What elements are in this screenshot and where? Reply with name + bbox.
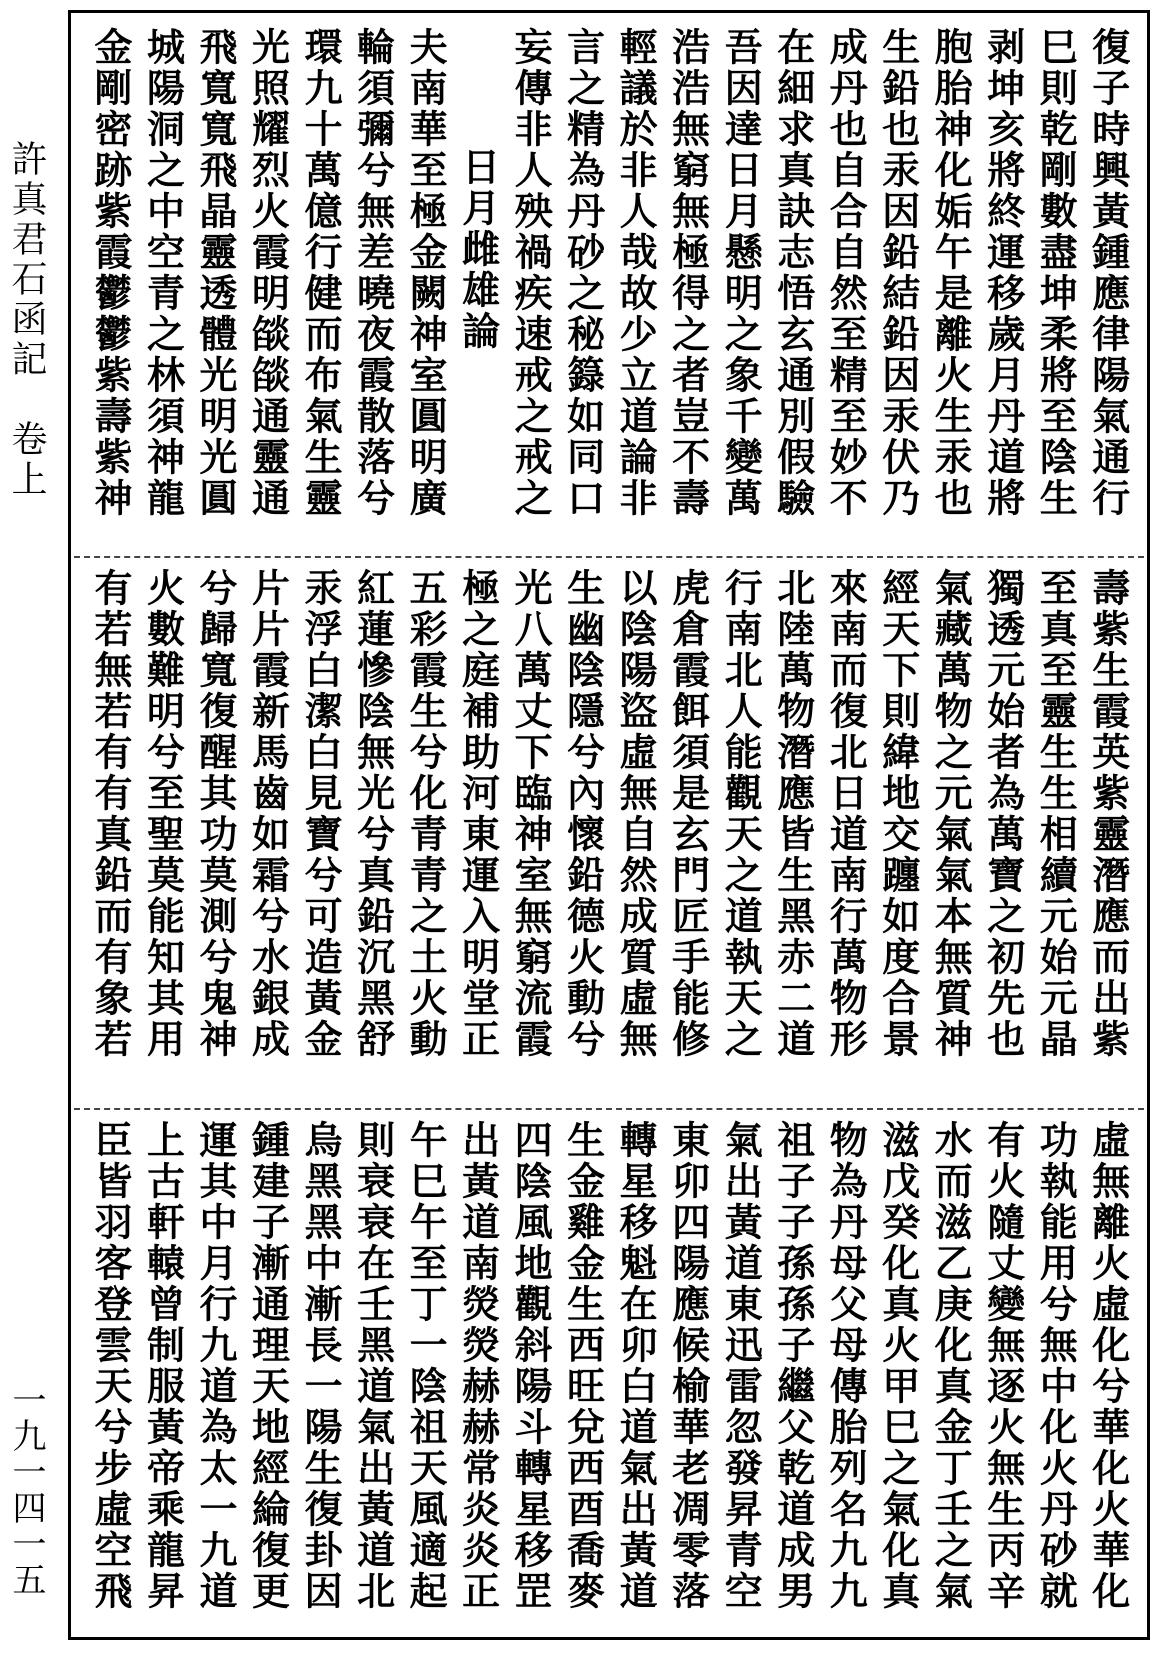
- register-divider: [74, 556, 1144, 558]
- text-column: 行南北人能觀天之道執天之: [718, 568, 764, 1060]
- text-column: 出黃道南熒熒赫赫常炎炎正: [455, 1120, 501, 1612]
- text-column: 紅蓮慘陰無光兮真鉛沉黑舒: [350, 568, 396, 1060]
- text-column: 滋戊癸化真火甲巳之氣化真: [875, 1120, 921, 1612]
- text-column: 轉星移魁在卯白道氣出黃道: [613, 1120, 659, 1612]
- text-column: 氣藏萬物之元氣氣本無質神: [928, 568, 974, 1060]
- text-column: 東卯四陽應候榆華老凋零落: [665, 1120, 711, 1612]
- text-column: 妄傳非人殃禍疾速戒之戒之: [508, 27, 554, 519]
- text-column: 汞浮白潔白見寶兮可造黃金: [298, 568, 344, 1060]
- text-column: 鍾建子漸通理天地經綸復更: [245, 1120, 291, 1612]
- text-column: 則衰衰在壬黑道氣出黃道北: [350, 1120, 396, 1612]
- text-column: 光八萬丈下臨神室無窮流霞: [508, 568, 554, 1060]
- register-divider: [74, 1108, 1144, 1110]
- text-column: 成丹也自合自然至精至妙不: [823, 27, 869, 519]
- text-column: 有火隨丈變無逐火無生丙辛: [980, 1120, 1026, 1612]
- text-column: 臣皆羽客登雲天兮步虛空飛: [88, 1120, 133, 1612]
- text-register-top: [74, 27, 1144, 547]
- text-column: 獨透元始者為萬寶之初先也: [980, 568, 1026, 1060]
- text-column: 胞胎神化姤午是離火生汞也: [928, 27, 974, 519]
- text-column: 浩浩無窮無極得之者豈不壽: [665, 27, 711, 519]
- page-frame: [68, 10, 1150, 1640]
- page-number-margin: 一九一四一五: [6, 1382, 46, 1598]
- text-column: 夫南華至極金闕神室圓明廣: [403, 27, 449, 519]
- text-column: 有若無若有有真鉛而有象若: [88, 568, 133, 1060]
- text-column: 水而滋乙庚化真金丁壬之氣: [928, 1120, 974, 1612]
- text-column: 運其中月行九道為太一九道: [193, 1120, 239, 1612]
- text-column: 吾因達日月懸明之象千變萬: [718, 27, 764, 519]
- text-column: 氣出黃道東迅雷忽發昇青空: [718, 1120, 764, 1612]
- text-column: 剥坤亥將終運移歲月丹道將: [980, 27, 1026, 519]
- text-column: 飛寬寬飛晶靈透體光明光圓: [193, 27, 239, 519]
- text-column: 生幽陰隱兮內懷鉛德火動兮: [560, 568, 606, 1060]
- text-column: 城陽洞之中空青之林須神龍: [140, 27, 186, 519]
- text-column: 北陸萬物潛應皆生黑赤二道: [770, 568, 816, 1060]
- text-column: 虎倉霞餌須是玄門匠手能修: [665, 568, 711, 1060]
- text-column: 輕議於非人哉故少立道論非: [613, 27, 659, 519]
- text-column: 以陰陽盜虛無自然成質虛無: [613, 568, 659, 1060]
- text-column: 烏黑黑中漸長一陽生復卦因: [298, 1120, 344, 1612]
- text-register-middle: [74, 568, 1144, 1098]
- text-column: 五彩霞生兮化青青之土火動: [403, 568, 449, 1060]
- text-column: 上古軒轅曾制服黃帝乘龍昇: [140, 1120, 186, 1612]
- text-column: 火數難明兮至聖莫能知其用: [140, 568, 186, 1060]
- text-column: 輪須彌兮無差曉夜霞散落兮: [350, 27, 396, 519]
- book-title-margin: 許真君石函記 卷上: [6, 140, 47, 500]
- text-column: 經天下則緯地交躔如度合景: [875, 568, 921, 1060]
- text-column: 在細求真訣志悟玄通別假驗: [770, 27, 816, 519]
- text-register-bottom: [74, 1120, 1144, 1630]
- text-column: 言之精為丹砂之秘籙如同口: [560, 27, 606, 519]
- text-column: 生金雞金生西旺兌西酉喬麥: [560, 1120, 606, 1612]
- section-heading: 日月雌雄論: [455, 147, 501, 352]
- text-column: 至真至靈生生相續元始元晶: [1033, 568, 1079, 1060]
- text-column: 金剛密跡紫霞鬱鬱紫壽紫神: [88, 27, 133, 519]
- text-column: 物為丹母父母傳胎列名九九: [823, 1120, 869, 1612]
- text-column: 虛無離火虛化兮華化火華化: [1085, 1120, 1131, 1612]
- text-column: 午巳午至丁一陰祖天風適起: [403, 1120, 449, 1612]
- text-column: 祖子子孫孫子繼父乾道成男: [770, 1120, 816, 1612]
- text-column: 生鉛也汞因鉛結鉛因汞伏乃: [875, 27, 921, 519]
- text-column: 光照耀烈火霞明燄燄通靈通: [245, 27, 291, 519]
- text-column: 巳則乾剛數盡坤柔將至陰生: [1033, 27, 1079, 519]
- text-column: 極之庭補助河東運入明堂正: [455, 568, 501, 1060]
- text-column: 功執能用兮無中化火丹砂就: [1033, 1120, 1079, 1612]
- text-column: 片片霞新馬齒如霜兮水銀成: [245, 568, 291, 1060]
- text-column: 四陰風地觀斜陽斗轉星移罡: [508, 1120, 554, 1612]
- text-column: 來南而復北日道南行萬物形: [823, 568, 869, 1060]
- text-column: 兮歸寬復醒其功莫測兮鬼神: [193, 568, 239, 1060]
- text-column: 環九十萬億行健而布氣生靈: [298, 27, 344, 519]
- text-column: 復子時興黃鍾應律陽氣通行: [1085, 27, 1131, 519]
- text-column: 壽紫生霞英紫靈潛應而出紫: [1085, 568, 1131, 1060]
